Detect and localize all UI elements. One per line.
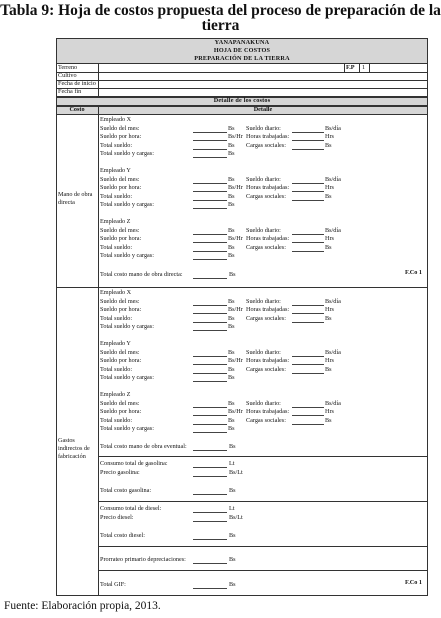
field-unit: Bs/Hr — [228, 306, 243, 313]
info-row-field[interactable] — [98, 72, 428, 80]
field-label: Horas trabajadas: — [246, 357, 290, 364]
field-input[interactable] — [292, 234, 324, 235]
field-input[interactable] — [193, 407, 227, 408]
field-input[interactable] — [292, 415, 324, 416]
field-label: Horas trabajadas: — [246, 133, 290, 140]
field-input[interactable] — [193, 322, 227, 323]
prorrateo-label: Prorrateo primario depreciaciones: — [100, 556, 186, 563]
field-unit: Hrs — [325, 408, 334, 415]
field-label: Total sueldo y cargas: — [100, 201, 154, 208]
diesel-consumo-unit: Lt — [229, 505, 235, 512]
source-note: Fuente: Elaboración propia, 2013. — [4, 600, 161, 612]
info-row-label: Fecha fin — [58, 88, 82, 95]
field-input[interactable] — [193, 259, 227, 260]
field-unit: Bs/día — [325, 227, 341, 234]
label-mano-obra: Mano de obra directa — [58, 191, 93, 206]
total-gif-unit: Bs — [229, 581, 236, 588]
field-label: Horas trabajadas: — [246, 408, 290, 415]
field-label: Sueldo del mes: — [100, 400, 140, 407]
field-unit: Bs — [228, 150, 235, 157]
field-label: Sueldo del mes: — [100, 227, 140, 234]
field-input[interactable] — [193, 373, 227, 374]
field-unit: Bs — [228, 374, 235, 381]
field-label: Sueldo por hora: — [100, 408, 142, 415]
field-label: Cargas sociales: — [246, 417, 286, 424]
field-label: Total sueldo y cargas: — [100, 323, 154, 330]
field-label: Horas trabajadas: — [246, 184, 290, 191]
field-input[interactable] — [292, 356, 324, 357]
field-unit: Bs — [325, 193, 332, 200]
field-input[interactable] — [193, 330, 227, 331]
col-costo: Costo — [69, 106, 85, 113]
field-label: Cargas sociales: — [246, 315, 286, 322]
total-eventual-label: Total costo mano de obra eventual: — [100, 443, 187, 450]
field-unit: Bs — [228, 252, 235, 259]
prorrateo-unit: Bs — [229, 556, 236, 563]
field-label: Sueldo del mes: — [100, 176, 140, 183]
field-label: Sueldo diario: — [246, 176, 281, 183]
field-label: Total sueldo y cargas: — [100, 374, 154, 381]
field-input[interactable] — [193, 234, 227, 235]
field-unit: Bs/día — [325, 176, 341, 183]
field-input[interactable] — [292, 322, 324, 323]
info-row-field[interactable] — [98, 80, 428, 88]
info-row-label: Fecha de inicio — [58, 80, 96, 87]
field-unit: Bs — [228, 244, 235, 251]
field-label: Cargas sociales: — [246, 193, 286, 200]
field-label: Total sueldo y cargas: — [100, 425, 154, 432]
fp-label: F.P — [346, 64, 355, 71]
section-title: Detalle de los costos — [213, 97, 271, 104]
field-label: Total sueldo: — [100, 193, 133, 200]
field-input[interactable] — [193, 200, 227, 201]
field-unit: Bs — [228, 201, 235, 208]
field-unit: Bs — [228, 298, 235, 305]
process-name: PREPARACIÓN DE LA TIERRA — [194, 55, 290, 62]
field-unit: Hrs — [325, 184, 334, 191]
field-unit: Bs — [325, 315, 332, 322]
field-unit: Bs — [325, 417, 332, 424]
gasolina-precio: Precio gasolina: — [100, 469, 140, 476]
field-unit: Bs/día — [325, 298, 341, 305]
fco-mano-obra: F.Co 1 — [405, 269, 422, 276]
gasolina-consumo-unit: Lt — [229, 460, 235, 467]
field-input[interactable] — [193, 183, 227, 184]
field-label: Sueldo por hora: — [100, 235, 142, 242]
field-unit: Bs — [228, 142, 235, 149]
field-label: Sueldo por hora: — [100, 306, 142, 313]
field-input[interactable] — [193, 356, 227, 357]
company-name: YANAPANAKUNA — [214, 39, 270, 46]
field-unit: Bs — [325, 142, 332, 149]
field-label: Sueldo por hora: — [100, 133, 142, 140]
employee-name: Empleado Z — [100, 391, 131, 398]
field-label: Cargas sociales: — [246, 244, 286, 251]
field-input[interactable] — [193, 242, 227, 243]
field-unit: Bs — [325, 244, 332, 251]
employee-name: Empleado X — [100, 116, 132, 123]
field-label: Sueldo diario: — [246, 400, 281, 407]
diesel-precio-unit: Bs/Lt — [229, 514, 243, 521]
field-label: Sueldo del mes: — [100, 298, 140, 305]
field-label: Total sueldo y cargas: — [100, 252, 154, 259]
field-unit: Bs/Hr — [228, 235, 243, 242]
diesel-total-unit: Bs — [229, 532, 236, 539]
diesel-total: Total costo diesel: — [100, 532, 145, 539]
field-unit: Bs — [228, 193, 235, 200]
field-unit: Bs — [228, 125, 235, 132]
field-input[interactable] — [292, 242, 324, 243]
fp-value: 1 — [362, 64, 366, 71]
field-input[interactable] — [292, 373, 324, 374]
field-input[interactable] — [292, 200, 324, 201]
field-label: Sueldo diario: — [246, 298, 281, 305]
table-title: Tabla 9: Hoja de costos propuesta del proceso de preparación de la tierra — [0, 2, 441, 34]
info-row-field[interactable] — [98, 64, 344, 72]
field-input[interactable] — [292, 191, 324, 192]
employee-name: Empleado Z — [100, 218, 131, 225]
field-input[interactable] — [193, 381, 227, 382]
info-row-label: Cultivo — [58, 72, 77, 79]
gasolina-consumo: Consumo total de gasolina: — [100, 460, 168, 467]
field-unit: Bs/Hr — [228, 408, 243, 415]
field-input[interactable] — [193, 364, 227, 365]
total-eventual-unit: Bs — [229, 443, 236, 450]
field-unit: Bs/Hr — [228, 133, 243, 140]
field-label: Sueldo diario: — [246, 227, 281, 234]
field-input[interactable] — [193, 208, 227, 209]
field-label: Horas trabajadas: — [246, 306, 290, 313]
field-unit: Bs — [228, 227, 235, 234]
field-input[interactable] — [292, 424, 324, 425]
field-unit: Bs — [228, 425, 235, 432]
field-label: Sueldo del mes: — [100, 125, 140, 132]
field-input[interactable] — [193, 251, 227, 252]
field-input[interactable] — [292, 251, 324, 252]
diesel-precio: Precio diesel: — [100, 514, 134, 521]
field-input[interactable] — [193, 140, 227, 141]
fco-gif: F.Co 1 — [405, 579, 422, 586]
field-unit: Hrs — [325, 357, 334, 364]
field-unit: Bs/Hr — [228, 184, 243, 191]
employee-name: Empleado Y — [100, 167, 131, 174]
gasolina-precio-unit: Bs/Lt — [229, 469, 243, 476]
field-label: Total sueldo: — [100, 315, 133, 322]
field-unit: Bs — [228, 400, 235, 407]
field-unit: Bs/Hr — [228, 357, 243, 364]
field-unit: Bs/día — [325, 349, 341, 356]
field-input[interactable] — [292, 132, 324, 133]
field-label: Sueldo del mes: — [100, 349, 140, 356]
field-input[interactable] — [193, 191, 227, 192]
field-input[interactable] — [193, 157, 227, 158]
col-detalle: Detalle — [253, 106, 273, 113]
field-input[interactable] — [292, 140, 324, 141]
field-unit: Hrs — [325, 235, 334, 242]
field-label: Total sueldo: — [100, 366, 133, 373]
field-label: Total sueldo: — [100, 244, 133, 251]
employee-name: Empleado Y — [100, 340, 131, 347]
field-label: Cargas sociales: — [246, 142, 286, 149]
field-input[interactable] — [292, 407, 324, 408]
field-unit: Bs — [325, 366, 332, 373]
field-input[interactable] — [292, 313, 324, 314]
sheet-name: HOJA DE COSTOS — [213, 47, 271, 54]
field-unit: Bs — [228, 366, 235, 373]
field-label: Cargas sociales: — [246, 366, 286, 373]
field-label: Sueldo diario: — [246, 349, 281, 356]
field-input[interactable] — [193, 424, 227, 425]
total-gif-label: Total GIF: — [100, 581, 126, 588]
field-unit: Bs/día — [325, 125, 341, 132]
field-input[interactable] — [292, 305, 324, 306]
field-input[interactable] — [193, 313, 227, 314]
field-input[interactable] — [193, 432, 227, 433]
info-row-field[interactable] — [98, 88, 428, 96]
diesel-consumo: Consumo total de diesel: — [100, 505, 162, 512]
total-mano-obra-label: Total costo mano de obra directa: — [100, 271, 183, 278]
field-input[interactable] — [193, 132, 227, 133]
field-unit: Bs — [228, 349, 235, 356]
field-unit: Bs — [228, 323, 235, 330]
field-unit: Hrs — [325, 306, 334, 313]
gasolina-total-unit: Bs — [229, 487, 236, 494]
total-mano-obra-unit: Bs — [229, 271, 236, 278]
field-input[interactable] — [193, 149, 227, 150]
field-unit: Bs — [228, 176, 235, 183]
field-label: Total sueldo y cargas: — [100, 150, 154, 157]
gasolina-total: Total costo gasolina: — [100, 487, 152, 494]
field-unit: Hrs — [325, 133, 334, 140]
field-input[interactable] — [292, 149, 324, 150]
field-label: Total sueldo: — [100, 417, 133, 424]
label-gif: Gastos indirectos de fabricación — [58, 437, 90, 460]
field-label: Total sueldo: — [100, 142, 133, 149]
field-label: Sueldo por hora: — [100, 184, 142, 191]
field-unit: Bs/día — [325, 400, 341, 407]
employee-name: Empleado X — [100, 289, 132, 296]
field-label: Sueldo diario: — [246, 125, 281, 132]
field-input[interactable] — [193, 415, 227, 416]
field-input[interactable] — [292, 364, 324, 365]
field-label: Sueldo por hora: — [100, 357, 142, 364]
field-unit: Bs — [228, 315, 235, 322]
field-input[interactable] — [193, 305, 227, 306]
field-unit: Bs — [228, 417, 235, 424]
field-input[interactable] — [292, 183, 324, 184]
info-row-label: Terreno — [58, 64, 78, 71]
field-label: Horas trabajadas: — [246, 235, 290, 242]
